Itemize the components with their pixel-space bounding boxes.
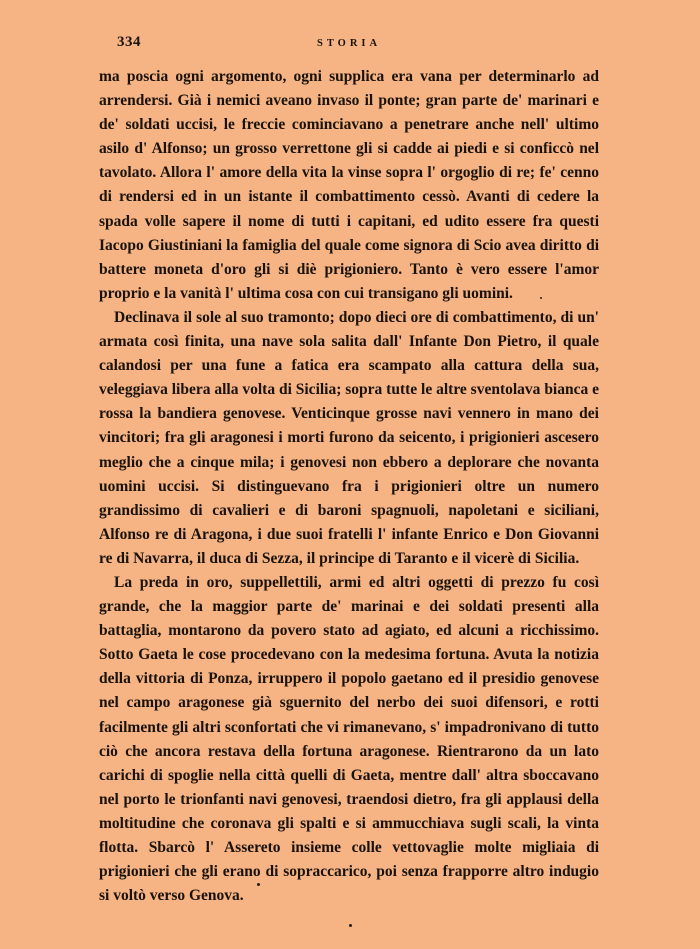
ink-speck — [540, 297, 542, 299]
running-head: STORIA — [317, 38, 382, 49]
ink-speck — [349, 924, 352, 927]
paragraph: Declinava il sole al suo tramonto; dopo dieci ore di combattimento, di un' armata così finita, una nave sola salita dall' Infante Don Pietro, il quale calandosi per una fune a fatica era scampato alla cattura della sua, veleggiava libera alla volta di Sicilia; sopra tutte le altre sventolava bianca e rossa la bandiera genovese. Venticinque grosse navi vennero in mano dei vincitori; fra gli aragonesi i morti furono da seicento, i prigionieri ascesero meglio che a cinque mila; i genovesi non ebbero a deplorare che novanta uomini uccisi. Si distinguevano fra i prigionieri oltre un numero grandissimo di cavalieri e di baroni spagnuoli, napoletani e siciliani, Alfonso re di Aragona, i due suoi fratelli l' infante Enrico e Don Giovanni re di Navarra, il duca di Sezza, il principe di Taranto e il vicerè di Sicilia. — [99, 308, 599, 567]
body-text — [99, 65, 599, 908]
paragraph: ma poscia ogni argomento, ogni supplica era vana per determinarlo ad arrendersi. Già i nemici aveano invaso il ponte; gran parte de' marinari e de' soldati uccisi, le freccie cominciavano a penetrare anche nell' ultimo asilo d' Alfonso; un grosso verrettone gli si cadde ai piedi e si conficcò nel tavolato. Allora l' amore della vita la vinse sopra l' orgoglio di re; fe' cenno di rendersi ed in un istante il combattimento cessò. Avanti di cedere la spada volle sapere il nome di tutti i capitani, ed udito essere fra questi Iacopo Giustiniani la famiglia del quale come signora di Scio avea diritto di battere moneta d'oro gli si diè prigioniero. Tanto è vero essere l'amor proprio e la vanità l' ultima cosa con cui transigano gli uomini. — [99, 68, 599, 302]
page-header — [99, 34, 599, 56]
paragraph: La preda in oro, suppellettili, armi ed altri oggetti di prezzo fu così grande, che la maggior parte de' marinai e dei soldati presenti alla battaglia, montarono da povero stato ad agiato, ed alcuni a ricchissimo. Sotto Gaeta le cose procedevano con la medesima fortuna. Avuta la notizia della vittoria di Ponza, irruppero il popolo gaetano ed il presidio genovese nel campo aragonese già sguernito del nerbo dei suoi difensori, e rotti facilmente gli altri sconfortati che vi rimanevano, s' impadronivano di tutto ciò che ancora restava della fortuna aragonese. Rientrarono da un lato carichi di spoglie nella città quelli di Gaeta, mentre dall' altra sboccavano nel porto le trionfanti navi genovesi, traendosi dietro, fra gli applausi della moltitudine che coronava gli spalti e si ammucchiava sugli scali, la vinta flotta. Sbarcò l' Assereto insieme colle vettovaglie molte migliaia di prigionieri che gli erano di sopraccarico, poi senza frapporre altro indugio si voltò verso Genova. — [99, 573, 599, 905]
ink-speck — [257, 883, 260, 886]
page-number: 334 — [117, 34, 141, 50]
